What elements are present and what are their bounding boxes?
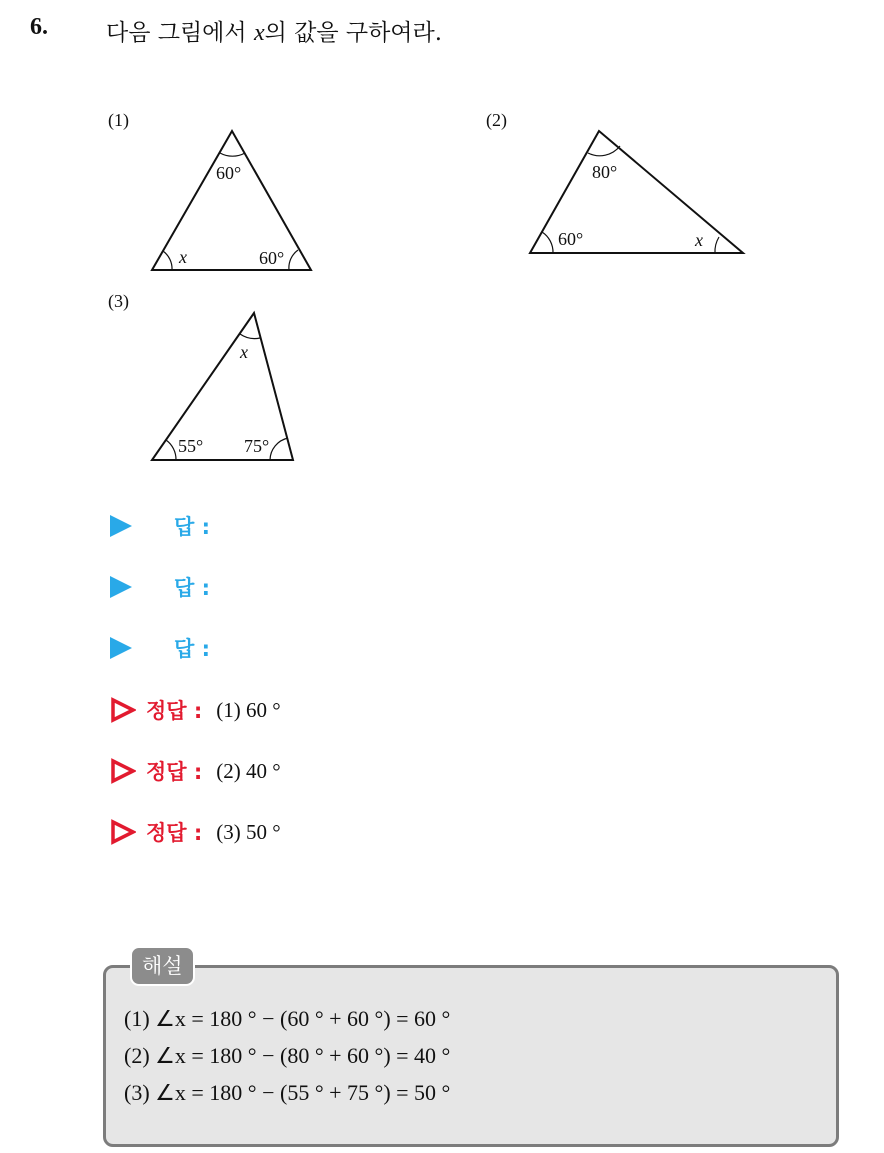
tri1-right-angle: 60° <box>259 248 285 268</box>
triangle-figures <box>0 0 884 480</box>
tri2-left-angle: 60° <box>558 229 584 249</box>
correct-answer-row-2 <box>110 756 281 786</box>
correct-label: 정답 : <box>146 760 203 784</box>
question-variable: x <box>253 20 265 46</box>
question-number: 6. <box>30 14 48 40</box>
correct-value: (1) 60 ° <box>216 697 281 722</box>
triangle-2 <box>530 131 743 253</box>
figure-1-label: (1) <box>108 110 129 130</box>
answer-label: 답 : <box>174 515 210 539</box>
tri1-left-angle: x <box>179 247 187 267</box>
answer-row-1 <box>110 511 210 541</box>
tri1-top-angle: 60° <box>216 163 242 183</box>
correct-answer-row-1 <box>110 695 281 725</box>
figure-3-label: (3) <box>108 291 129 311</box>
outline-triangle-icon <box>110 758 136 784</box>
tri2-top-angle: 80° <box>592 162 618 182</box>
explanation-title: 해설 <box>130 946 195 986</box>
triangle-1 <box>152 131 311 270</box>
answer-row-3 <box>110 633 210 663</box>
tri3-top-angle: x <box>240 342 248 362</box>
explanation-line-1: (1) ∠x = 180 ° − (60 ° + 60 °) = 60 ° <box>124 1006 451 1031</box>
answer-label: 답 : <box>174 576 210 600</box>
question-text-part2: 의 값을 구하여라. <box>264 20 443 46</box>
correct-value: (2) 40 ° <box>216 758 281 783</box>
play-icon <box>110 515 132 537</box>
tri2-right-angle: x <box>695 230 703 250</box>
answer-label: 답 : <box>174 637 210 661</box>
figure-2-label: (2) <box>486 110 507 130</box>
answer-row-2 <box>110 572 210 602</box>
play-icon <box>110 576 132 598</box>
explanation-line-2: (2) ∠x = 180 ° − (80 ° + 60 °) = 40 ° <box>124 1043 451 1068</box>
correct-label: 정답 : <box>146 699 203 723</box>
question-text-part1: 다음 그림에서 <box>106 20 254 46</box>
triangle-3 <box>152 313 293 460</box>
correct-value: (3) 50 ° <box>216 819 281 844</box>
outline-triangle-icon <box>110 697 136 723</box>
correct-label: 정답 : <box>146 821 203 845</box>
outline-triangle-icon <box>110 819 136 845</box>
correct-answer-row-3 <box>110 817 281 847</box>
tri3-left-angle: 55° <box>178 436 204 456</box>
play-icon <box>110 637 132 659</box>
explanation-line-3: (3) ∠x = 180 ° − (55 ° + 75 °) = 50 ° <box>124 1080 451 1105</box>
tri3-right-angle: 75° <box>244 436 270 456</box>
